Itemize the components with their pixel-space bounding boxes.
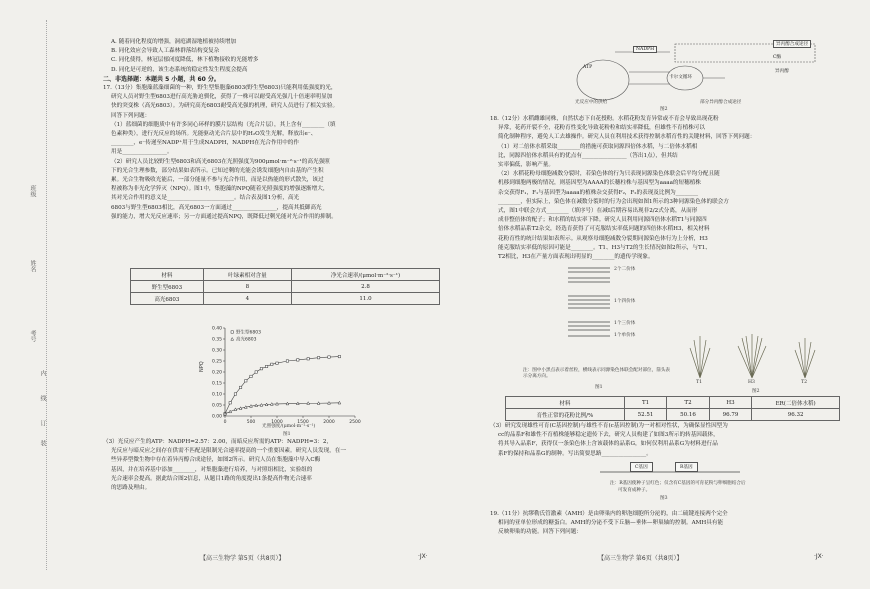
q17-line: 下的光合生理参数，部分结果如表所示。已知过剩的光能会诱发细胞内自由基的产生积 <box>111 167 324 174</box>
data-point <box>234 393 236 395</box>
footer-left: 【高三生物学 第5页（共8页）】 <box>200 555 285 562</box>
data-point <box>286 402 289 405</box>
y-tick-label: 0.40 <box>211 326 222 332</box>
table-cell: 52.51 <box>624 409 666 421</box>
table-cell: 50.16 <box>667 409 709 421</box>
plant-label: T1 <box>696 380 702 385</box>
data-point <box>328 402 331 405</box>
q17-line: 累。光合生物吸收光能后，一部分能量不参与光合作用，而是以热能的形式散失，该过 <box>111 177 324 184</box>
y-tick-label: 0.30 <box>211 348 222 354</box>
data-point <box>265 403 268 406</box>
table-header: 材料 <box>131 269 204 281</box>
y-axis-label: NPQ <box>199 361 205 372</box>
binding-label: 线 <box>39 395 46 401</box>
q18-line: 倍体水稻品系T2杂交，经选育获得了可克服结实率低问题的四倍体水稻H3，相关材料 <box>498 226 710 233</box>
data-point <box>338 401 341 404</box>
rice-plants <box>680 330 830 380</box>
q17-3-line: 光反应与暗反应之间存在供需不匹配是限制光合速率提高的一个重要因素。研究人员发现，在一 <box>111 448 346 455</box>
fig1-caption: 图1 <box>595 385 603 390</box>
binding-margin <box>18 140 48 446</box>
table-header: H3 <box>709 397 751 409</box>
q17-line: 强的能力，增大光反应速率；另一方面通过提高NPQ，既降低过剩光能对光合作用的抑制。 <box>111 213 337 220</box>
fig2-caption-right: 部分异丙醇合成途径 <box>700 100 742 105</box>
binding-label: 考号 <box>29 330 36 342</box>
pollen-table <box>505 396 840 421</box>
data-point <box>255 404 258 407</box>
q18-line: 杂交获得F₁，F₁与基因型为aaaa的植株杂交获得F₂，F₂的表现及比例为________ <box>498 189 699 196</box>
data-point <box>244 406 247 409</box>
pairing-label: 1个四价体 <box>614 299 636 304</box>
nadph-label: NADPH <box>633 46 657 53</box>
table-cell: 96.32 <box>752 409 840 421</box>
binding-label: 姓名 <box>29 260 36 272</box>
q18-line: 机移到细胞两极的情况，则基因型为AAAA的长穗柱株与基因型为aaaa的短穗植株 <box>498 180 701 187</box>
pathway-box: 异丙醇合成途径 <box>773 40 811 48</box>
product-label: 异丙醇 <box>775 69 789 74</box>
npq-chart <box>195 322 370 432</box>
data-point <box>229 402 231 404</box>
data-point <box>250 375 252 377</box>
x-tick-label: 2500 <box>349 420 361 425</box>
table-header: ER(二倍体水稻) <box>752 397 840 409</box>
calvin-label: 卡尔文循环 <box>669 75 692 80</box>
table-cell: 4 <box>203 293 291 305</box>
data-point <box>271 363 273 365</box>
q17-line: ________，e⁻传递至NADP⁺用于生成NADPH，NADPH在光合作用中的作 <box>111 140 299 147</box>
left-column-q17-3 <box>103 438 453 493</box>
chromosome-figure <box>560 262 670 362</box>
data-point <box>276 402 279 405</box>
q17-3-line: 的思路及理由。 <box>111 485 151 492</box>
y-tick-label: 0.35 <box>211 337 222 343</box>
q17-3-line: 光合速率会提高。据此结合图2信息，从题目1路的角度提出1条提高作物光合速率 <box>111 475 312 482</box>
table-cell: 96.79 <box>709 409 751 421</box>
option-c: C. 同化使得，林冠层郁闭度降低，林下植物接收的光能增多 <box>111 57 259 64</box>
q18-line: （1）对二倍体水稻采取________的措施可获取同源四倍体水稻，与二倍体水稻相 <box>498 143 698 150</box>
y-tick-label: 0.20 <box>211 370 222 376</box>
table-row <box>131 281 440 293</box>
fig3-note: 可发育成种子。 <box>618 488 651 493</box>
data-point <box>250 405 253 408</box>
table-header: T1 <box>624 397 666 409</box>
atp-label: ATP <box>583 65 593 70</box>
q18-line: 实率偏低，影响产量。 <box>498 162 554 169</box>
data-point <box>317 357 319 359</box>
data-point <box>307 402 310 405</box>
q19-line: 相同的亚单位形成的糖蛋白。AMH的分泌不受下丘脑—垂体—卵巢轴的控制。AMH具有能 <box>498 520 724 527</box>
fig3-caption: 图3 <box>660 496 668 501</box>
r-gene-box: R基因 <box>675 462 698 472</box>
q17-line: 6803与野生型6803相比，高光6803一方面通过________________，提高其抵御高光 <box>111 204 322 211</box>
table-header: T2 <box>667 397 709 409</box>
q18-line: 成非整倍体的配子；和水稻的结实率下降。研究人员利用同源四倍体水稻T1与同源四 <box>498 217 707 224</box>
enzyme-label: C酶 <box>773 55 782 60</box>
left-column <box>103 38 453 222</box>
q17-line: 色素种类），进行光反应的场所。光能驱动光合片层中的H₂O发生光解，释放出e⁻、 <box>111 131 317 138</box>
pairing-label: 1个单价体 <box>614 333 636 338</box>
series-line <box>225 403 339 414</box>
q18-line: 式，图1中联会方式________（填序号）在减Ⅰ后期容易出现非2/2式分离，从而形 <box>498 208 698 215</box>
q17-3-line: 些异养型微生物中存在着异丙醇合成途径，如图2所示。研究人员在集胞藻中导入C酶 <box>111 457 321 464</box>
data-point <box>245 380 247 382</box>
binding-label: 内 <box>39 370 46 376</box>
q17-line: 其对光合作用的意义是________________________。结合表及图1分析，高光 <box>111 195 300 202</box>
y-tick-label: 0.25 <box>211 359 222 365</box>
q17-3-line: （3）光反应产生的ATP：NADPH=2.57：2.00，而暗反应所需的ATP：NADPH=3：2， <box>103 439 333 445</box>
table-row <box>131 293 440 305</box>
q17-line: （1）蓝细菌的细胞质中有许多同心环样的膜片层结构（光合片层），其上含有________（填 <box>111 121 336 128</box>
photosynthesis-table <box>130 268 440 305</box>
option-b: B. 同化效应会导致人工森林群落结构变复杂 <box>111 48 220 55</box>
legend-marker <box>231 331 233 333</box>
q18-line: 简化制种程序，避免人工去雄操作。研究人员在利用技术获得控制水稻育性的关键材料，回答下列问题： <box>498 134 756 141</box>
binding-label: 班级 <box>29 185 36 197</box>
y-tick-label: 0.15 <box>211 381 222 387</box>
table-cell: 野生型6803 <box>131 281 204 293</box>
c-gene-box: C基因 <box>630 462 653 472</box>
data-point <box>255 371 257 373</box>
fig2-caption-left: 光反应中的供给 <box>575 100 608 105</box>
q19-line: 19.（11分）抗缪勒氏管激素（AMH）是由卵巢内的卵泡细胞所分泌的，由二硫键连接两个完全 <box>490 511 728 517</box>
fig3-note: 注：R基因使种子呈红色；仅含有C基因的可育花粉与卵细胞结合后 <box>610 481 746 486</box>
x-tick-label: 1000 <box>271 420 283 425</box>
data-point <box>296 402 299 405</box>
data-point <box>265 365 267 367</box>
q18-3-line: 系F的保持和品系G的制种。写出简要思路________________。 <box>498 450 652 457</box>
binding-label: 装 <box>39 440 46 446</box>
y-tick-label: 0.05 <box>211 403 222 409</box>
option-d: D. 同化是可逆的，该生态系统的稳定性发生程度会提高 <box>111 66 248 73</box>
q18-line: 花粉育性的统计结果如表所示。从观察母细胞减数分裂期同源染色体行为上分析，H3 <box>498 235 708 242</box>
q18-line: ________，但实际上，染色体在减数分裂时的行为会出现如图1所示的3种同源染色体的联会方 <box>498 198 729 205</box>
legend-label: 野生型6803 <box>236 330 261 336</box>
x-tick-label: 1500 <box>297 420 309 425</box>
q18-line: （2）水稻花粉母细胞减数分裂时，若染色体的行为只表现同源染色体联会后平均分配且随 <box>498 171 720 178</box>
binding-label: 订 <box>39 420 46 426</box>
footer-code-left: ·JX· <box>418 553 428 560</box>
table-cell: 高光6803 <box>131 293 204 305</box>
data-point <box>270 403 273 406</box>
q18-line: 异常，花药开裂不全，花粉育性变化导致花粉粒和结实率降低，但雄性不育植株可以 <box>498 125 705 132</box>
legend-marker <box>231 338 234 341</box>
y-tick-label: 0.00 <box>211 414 222 420</box>
fig2-caption: 图2 <box>660 107 668 112</box>
q18-3-line: （3）研究发现雄性可育(C基因控制)与雄性不育(c基因控制)为一对相对性状，为确保显性因型为 <box>490 423 728 429</box>
option-a: A. 随着同化程度的增强，洞庭湖湿地植被持续增加 <box>111 39 237 45</box>
plant-label: H3 <box>748 380 755 385</box>
series-line <box>225 357 339 414</box>
q17-line: 快的突变株（高光6803）。为研究高光6803耐受高光强的机理，研究人员进行了相关实验。 <box>111 103 339 110</box>
right-column <box>490 115 835 262</box>
q17-line: 程被称为非光化学猝灭（NPQ）。图1中，集胞藻的NPQ随着光照强度的增强逐渐增大， <box>111 186 329 193</box>
plant-label: T2 <box>801 380 807 385</box>
q17-line: 研究人员对野生型6803进行高光胁迫驯化，获得了一株可以耐受高光强几十倍速率明显加 <box>111 94 333 101</box>
table-cell: 11.0 <box>292 293 440 305</box>
legend-label: 高光6803 <box>236 337 257 343</box>
data-point <box>260 404 263 407</box>
q18-line: 能克服结实率低的原因可能是________。T1、H3与T2的生长情况如图2所示，与T1、 <box>498 244 711 251</box>
table-header: 净光合速率/(μmol·m⁻²·s⁻¹) <box>292 269 440 281</box>
table-cell: 2.8 <box>292 281 440 293</box>
data-point <box>338 355 340 357</box>
y-tick-label: 0.10 <box>211 392 222 398</box>
data-point <box>260 368 262 370</box>
q17-line: 用是________________。 <box>111 149 173 156</box>
chart-xlabel: 光照强度/(μmol·m⁻²·s⁻¹) <box>262 424 316 429</box>
table-header: 材料 <box>506 397 625 409</box>
right-column-q19 <box>490 510 835 538</box>
q18-3-line: cc的品系F和雄性不育植株能够稳定遗传下去，研究人员构建了如图3所示的转基因载体， <box>498 432 719 439</box>
pairing-label: 2个二价体 <box>614 267 636 272</box>
table-cell: 8 <box>203 281 291 293</box>
data-point <box>286 360 288 362</box>
q17-line: 回答下列问题： <box>111 112 151 119</box>
fig2-plants-caption: 图2 <box>752 389 760 394</box>
x-tick-label: 2000 <box>323 420 335 425</box>
data-point <box>229 410 232 413</box>
data-point <box>239 407 242 410</box>
data-point <box>328 356 330 358</box>
fig1-note: 注：图中小黑点表示着丝粒，横线表示同源染色体联会配对部位，箭头表示分离方向。 <box>523 368 671 379</box>
data-point <box>307 358 309 360</box>
q19-line: 反映卵巢的功能。回答下列问题： <box>498 529 582 536</box>
table-cell: 育性正常的花粉比例/% <box>506 409 625 421</box>
data-point <box>239 386 241 388</box>
table-row <box>506 409 840 421</box>
x-tick-label: 0 <box>223 420 227 425</box>
right-column-q18-3 <box>490 422 835 459</box>
q18-line: 18.（12分）水稻雌雄同株，自然状态下自花授粉。水稻花粉发育异常或不育会导致出现花粉 <box>490 116 719 122</box>
x-tick-label: 500 <box>246 420 256 425</box>
q18-line: T2相比，H3在产量方面表现出明显的________的遗传学现象。 <box>498 254 654 261</box>
section-title: 二、非选择题：本题共 5 小题，共 60 分。 <box>103 75 220 83</box>
q18-3-line: 将其导入品系F，获得仅一条染色体上含该载体的品系G，如何仅利用品系G为材料进行品 <box>498 441 718 448</box>
table-header: 叶绿素相对含量 <box>203 269 291 281</box>
data-point <box>297 359 299 361</box>
vector-figure <box>600 462 746 512</box>
q18-line: 比，同源四倍体水稻具有的优点有________________（答出1点），但其结 <box>498 152 678 159</box>
footer-code-right: ·JX· <box>814 553 824 560</box>
q17-line: 17.（13分）集胞藻蓝藻细菌的一种，野生型集胞藻6803(野生型6803)只能利用低强度的光， <box>103 85 337 92</box>
data-point <box>317 402 320 405</box>
pairing-label: 1个三价体 <box>614 321 636 326</box>
q17-3-line: 基因，并在培养基中添加________，对集胞藻进行培养，与对照组相比，实验组的 <box>111 466 313 473</box>
data-point <box>276 362 278 364</box>
footer-right: 【高三生物学 第6页（共8页）】 <box>598 555 683 562</box>
chart-caption: 图1 <box>283 432 291 437</box>
data-point <box>234 408 237 411</box>
q17-line: （2）研究人员比较野生型6803和高光6803在光照强度为900μmol·m⁻²·s⁻¹的高光强照 <box>111 158 330 165</box>
